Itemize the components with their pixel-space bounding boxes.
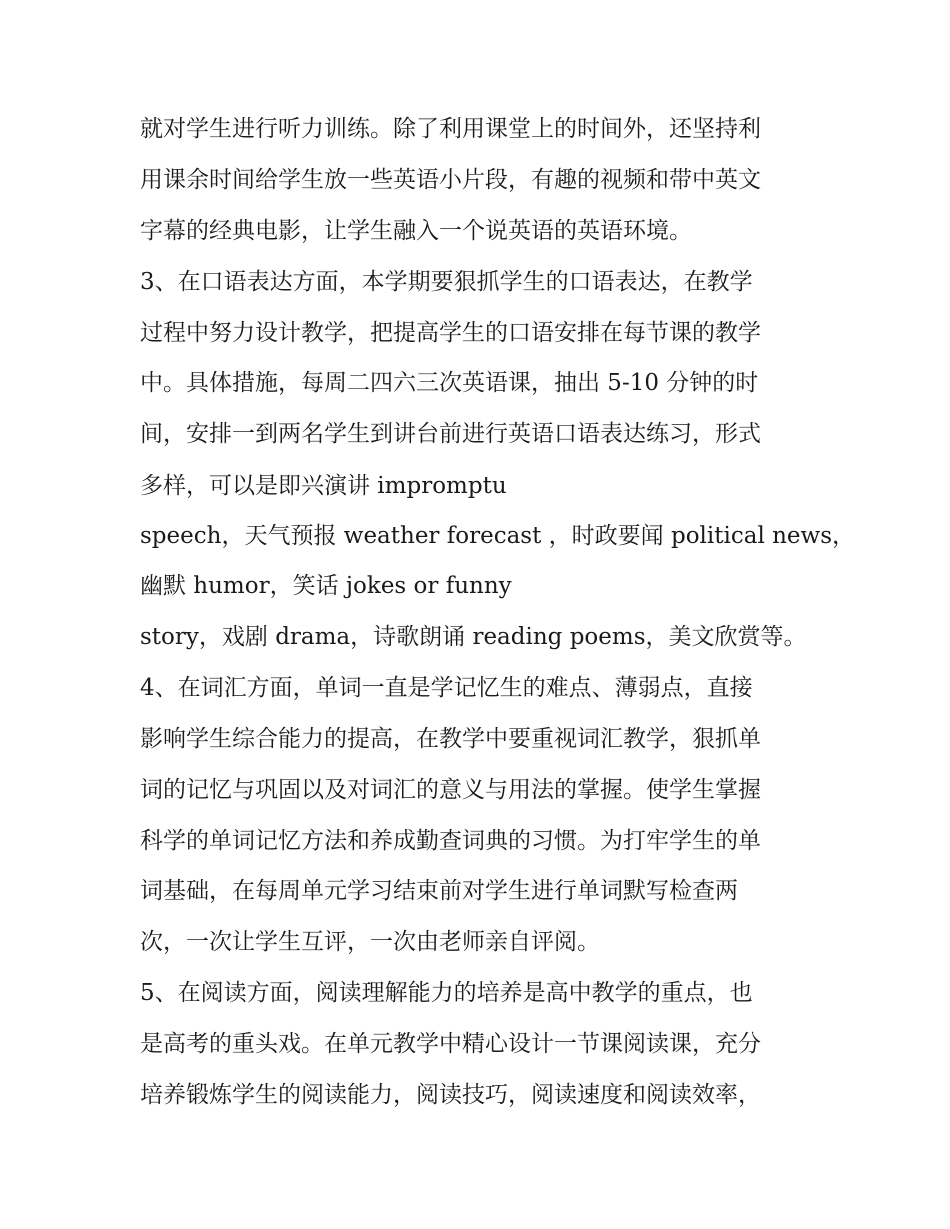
paragraph-line: 幽默 humor，笑话 jokes or funny: [140, 573, 512, 599]
paragraph-line: speech，天气预报 weather forecast ，时政要闻 political news，: [140, 523, 856, 549]
paragraph-line: 过程中努力设计教学，把提高学生的口语安排在每节课的教学: [140, 320, 761, 346]
paragraph-line: 3、在口语表达方面，本学期要狠抓学生的口语表达，在教学: [140, 269, 753, 295]
paragraph-line: 间，安排一到两名学生到讲台前进行英语口语表达练习，形式: [140, 421, 761, 447]
paragraph-line: story，戏剧 drama，诗歌朗诵 reading poems，美文欣赏等。: [140, 624, 807, 650]
paragraph-line: 4、在词汇方面，单词一直是学记忆生的难点、薄弱点，直接: [140, 675, 753, 701]
paragraph-line: 培养锻炼学生的阅读能力，阅读技巧，阅读速度和阅读效率，: [140, 1082, 761, 1108]
paragraph-line: 是高考的重头戏。在单元教学中精心设计一节课阅读课，充分: [140, 1031, 761, 1057]
paragraph-line: 多样，可以是即兴演讲 impromptu: [140, 473, 507, 499]
paragraph-line: 用课余时间给学生放一些英语小片段，有趣的视频和带中英文: [140, 167, 761, 193]
paragraph-line: 就对学生进行听力训练。除了利用课堂上的时间外，还坚持利: [140, 116, 761, 142]
paragraph-line: 次，一次让学生互评，一次由老师亲自评阅。: [140, 929, 600, 955]
paragraph-line: 5、在阅读方面，阅读理解能力的培养是高中教学的重点，也: [140, 980, 753, 1006]
paragraph-line: 词基础，在每周单元学习结束前对学生进行单词默写检查两: [140, 878, 738, 904]
paragraph-line: 影响学生综合能力的提高，在教学中要重视词汇教学，狠抓单: [140, 726, 761, 752]
paragraph-line: 词的记忆与巩固以及对词汇的意义与用法的掌握。使学生掌握: [140, 777, 761, 803]
paragraph-line: 字幕的经典电影，让学生融入一个说英语的英语环境。: [140, 218, 692, 244]
paragraph-line: 科学的单词记忆方法和养成勤查词典的习惯。为打牢学生的单: [140, 828, 761, 854]
paragraph-line: 中。具体措施，每周二四六三次英语课，抽出 5-10 分钟的时: [140, 370, 759, 396]
